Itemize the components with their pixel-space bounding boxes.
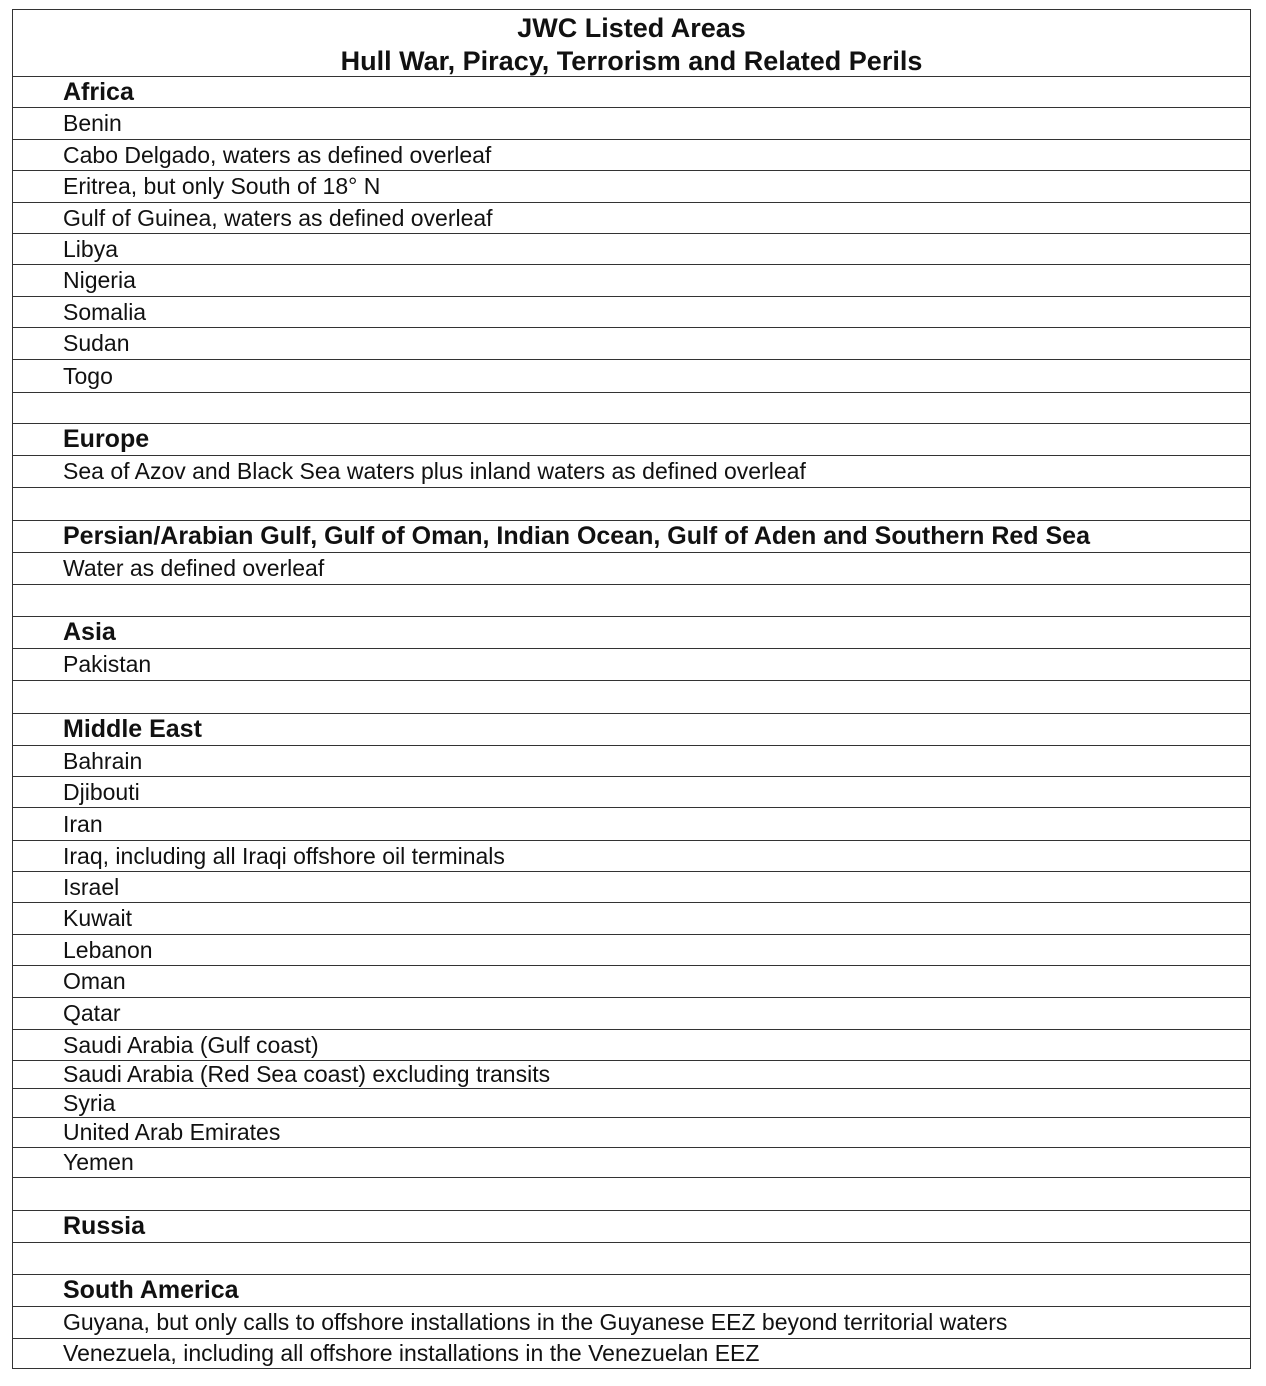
section-heading: Persian/Arabian Gulf, Gulf of Oman, Indian Ocean, Gulf of Aden and Southern Red Sea: [13, 521, 1250, 553]
section-heading: South America: [13, 1275, 1250, 1307]
table-row: Venezuela, including all offshore installations in the Venezuelan EEZ: [63, 1340, 760, 1366]
blank-row: [13, 1243, 1250, 1275]
table-title: [13, 10, 1250, 77]
blank-row: [13, 1178, 1250, 1211]
blank-row: [13, 393, 1250, 424]
table-row: Iraq, including all Iraqi offshore oil terminals: [13, 841, 1250, 872]
section-heading: Europe: [13, 424, 1250, 456]
table-row: Togo: [13, 360, 1250, 393]
table-row: Libya: [13, 234, 1250, 265]
table-row: Cabo Delgado, waters as defined overleaf: [13, 140, 1250, 171]
table-row: Israel: [13, 872, 1250, 903]
table-row: Guyana, but only calls to offshore installations in the Guyanese EEZ beyond territorial waters: [13, 1307, 1250, 1339]
table-row: Water as defined overleaf: [13, 553, 1250, 585]
table-row: Lebanon: [13, 935, 1250, 966]
table-row: Saudi Arabia (Gulf coast): [13, 1030, 1250, 1061]
table-row: Qatar: [13, 998, 1250, 1030]
table-row: Syria: [13, 1089, 1250, 1118]
table-row: United Arab Emirates: [13, 1118, 1250, 1148]
blank-row: [13, 681, 1250, 714]
table-row: Kuwait: [13, 903, 1250, 935]
listed-areas-table: [12, 9, 1251, 1369]
table-row: Djibouti: [13, 777, 1250, 808]
title-line-2: Hull War, Piracy, Terrorism and Related Perils: [340, 46, 923, 76]
blank-row: [13, 488, 1250, 521]
table-row: Bahrain: [13, 746, 1250, 777]
table-row: Eritrea, but only South of 18° N: [13, 171, 1250, 203]
table-row: Iran: [13, 808, 1250, 841]
section-heading: Middle East: [13, 714, 1250, 746]
table-row: Oman: [13, 966, 1250, 998]
section-heading: Asia: [13, 617, 1250, 649]
table-row: Yemen: [13, 1148, 1250, 1178]
section-heading: Africa: [13, 77, 1250, 108]
table-row: Gulf of Guinea, waters as defined overleaf: [13, 203, 1250, 234]
title-line-1: JWC Listed Areas: [517, 13, 746, 43]
table-row: Pakistan: [13, 649, 1250, 681]
table-row: Sea of Azov and Black Sea waters plus inland waters as defined overleaf: [13, 456, 1250, 488]
table-row: Saudi Arabia (Red Sea coast) excluding transits: [13, 1061, 1250, 1089]
table-row: Nigeria: [13, 265, 1250, 297]
blank-row: [13, 585, 1250, 617]
table-row: Sudan: [13, 328, 1250, 360]
table-row: Benin: [13, 108, 1250, 140]
table-row: Somalia: [13, 297, 1250, 328]
section-heading: Russia: [13, 1211, 1250, 1243]
